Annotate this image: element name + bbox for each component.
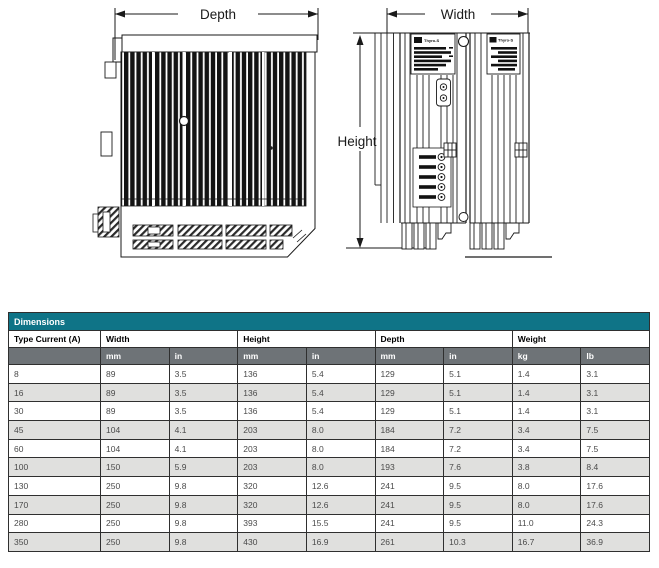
thyro-logo-icon — [414, 37, 422, 43]
value-cell: 16.7 — [512, 533, 581, 552]
pin-hole-icon — [269, 146, 273, 150]
table-row — [9, 458, 650, 477]
value-cell: 8.0 — [306, 458, 375, 477]
unit-header-mm: mm — [101, 348, 170, 365]
value-cell: 8.4 — [581, 458, 650, 477]
value-cell: 1.4 — [512, 383, 581, 402]
value-cell: 184 — [375, 421, 444, 440]
value-cell: 250 — [101, 495, 170, 514]
value-cell: 36.9 — [581, 533, 650, 552]
value-cell: 9.5 — [444, 477, 513, 496]
value-cell: 250 — [101, 477, 170, 496]
value-cell: 9.8 — [169, 477, 238, 496]
table-row — [9, 514, 650, 533]
unit-header-mm: mm — [375, 348, 444, 365]
top-mounting-hole-icon — [459, 37, 469, 47]
value-cell: 241 — [375, 477, 444, 496]
value-cell: 89 — [101, 383, 170, 402]
col-header-weight: Weight — [512, 331, 649, 348]
value-cell: 129 — [375, 365, 444, 384]
value-cell: 3.5 — [169, 402, 238, 421]
value-cell: 3.1 — [581, 365, 650, 384]
value-cell: 261 — [375, 533, 444, 552]
unit-header-blank — [9, 348, 101, 365]
table-group-header-row — [9, 331, 650, 348]
type-current-cell: 45 — [9, 421, 101, 440]
depth-label: Depth — [199, 7, 237, 22]
value-cell: 3.4 — [512, 439, 581, 458]
value-cell: 136 — [238, 402, 307, 421]
mounting-hole-icon — [180, 117, 189, 126]
value-cell: 4.1 — [169, 439, 238, 458]
side-view-drawing — [93, 7, 318, 257]
table-row — [9, 495, 650, 514]
value-cell: 104 — [101, 421, 170, 440]
table-row — [9, 402, 650, 421]
value-cell: 3.1 — [581, 383, 650, 402]
table-title-row — [9, 313, 650, 331]
value-cell: 17.6 — [581, 477, 650, 496]
value-cell: 393 — [238, 514, 307, 533]
table-title: Dimensions — [9, 313, 650, 331]
value-cell: 12.6 — [306, 477, 375, 496]
type-current-cell: 8 — [9, 365, 101, 384]
din-rail-clip-icon — [93, 207, 119, 237]
value-cell: 1.4 — [512, 402, 581, 421]
side-mounting-tabs — [101, 62, 116, 156]
value-cell: 89 — [101, 402, 170, 421]
value-cell: 8.0 — [306, 439, 375, 458]
value-cell: 5.4 — [306, 365, 375, 384]
value-cell: 250 — [101, 533, 170, 552]
type-current-cell: 280 — [9, 514, 101, 533]
col-header-type-current: Type Current (A) — [9, 331, 101, 348]
value-cell: 129 — [375, 383, 444, 402]
unit-header-in: in — [444, 348, 513, 365]
value-cell: 9.8 — [169, 495, 238, 514]
value-cell: 7.6 — [444, 458, 513, 477]
value-cell: 430 — [238, 533, 307, 552]
value-cell: 9.5 — [444, 495, 513, 514]
width-label: Width — [440, 7, 476, 22]
value-cell: 241 — [375, 514, 444, 533]
value-cell: 7.2 — [444, 421, 513, 440]
value-cell: 320 — [238, 477, 307, 496]
table-row — [9, 421, 650, 440]
col-header-depth: Depth — [375, 331, 512, 348]
value-cell: 9.8 — [169, 533, 238, 552]
value-cell: 11.0 — [512, 514, 581, 533]
table-body — [9, 365, 650, 552]
col-header-height: Height — [238, 331, 375, 348]
unit-header-lb: lb — [581, 348, 650, 365]
value-cell: 104 — [101, 439, 170, 458]
value-cell: 16.9 — [306, 533, 375, 552]
unit-header-kg: kg — [512, 348, 581, 365]
value-cell: 89 — [101, 365, 170, 384]
table-row — [9, 365, 650, 384]
nameplate-right — [487, 34, 520, 74]
value-cell: 203 — [238, 439, 307, 458]
value-cell: 15.5 — [306, 514, 375, 533]
type-current-cell: 16 — [9, 383, 101, 402]
dimensions-table — [8, 312, 650, 552]
value-cell: 150 — [101, 458, 170, 477]
table-row — [9, 383, 650, 402]
value-cell: 8.0 — [512, 477, 581, 496]
value-cell: 129 — [375, 402, 444, 421]
value-cell: 12.6 — [306, 495, 375, 514]
value-cell: 3.8 — [512, 458, 581, 477]
value-cell: 4.1 — [169, 421, 238, 440]
unit-header-in: in — [306, 348, 375, 365]
value-cell: 17.6 — [581, 495, 650, 514]
table-row — [9, 477, 650, 496]
height-label: Height — [337, 134, 377, 149]
value-cell: 241 — [375, 495, 444, 514]
front-view-drawing — [337, 7, 552, 257]
value-cell: 136 — [238, 383, 307, 402]
unit-header-in: in — [169, 348, 238, 365]
table-row — [9, 533, 650, 552]
value-cell: 3.4 — [512, 421, 581, 440]
type-current-cell: 30 — [9, 402, 101, 421]
value-cell: 5.4 — [306, 383, 375, 402]
col-header-width: Width — [101, 331, 238, 348]
value-cell: 320 — [238, 495, 307, 514]
type-current-cell: 350 — [9, 533, 101, 552]
value-cell: 203 — [238, 458, 307, 477]
value-cell: 8.0 — [512, 495, 581, 514]
value-cell: 193 — [375, 458, 444, 477]
value-cell: 5.1 — [444, 402, 513, 421]
type-current-cell: 100 — [9, 458, 101, 477]
nameplate-left — [411, 34, 455, 74]
table-row — [9, 439, 650, 458]
value-cell: 7.5 — [581, 439, 650, 458]
value-cell: 5.9 — [169, 458, 238, 477]
value-cell: 3.5 — [169, 383, 238, 402]
value-cell: 184 — [375, 439, 444, 458]
value-cell: 136 — [238, 365, 307, 384]
type-current-cell: 60 — [9, 439, 101, 458]
value-cell: 8.0 — [306, 421, 375, 440]
device-name-text: Thyro-S — [498, 37, 514, 43]
type-current-cell: 130 — [9, 477, 101, 496]
device-name-text: Thyro-S — [424, 38, 440, 43]
value-cell: 5.1 — [444, 365, 513, 384]
terminal-blocks-front — [402, 223, 519, 249]
value-cell: 250 — [101, 514, 170, 533]
heatsink-fins — [121, 52, 306, 206]
table-unit-header-row — [9, 348, 650, 365]
value-cell: 9.5 — [444, 514, 513, 533]
value-cell: 24.3 — [581, 514, 650, 533]
value-cell: 5.4 — [306, 402, 375, 421]
value-cell: 3.1 — [581, 402, 650, 421]
value-cell: 1.4 — [512, 365, 581, 384]
value-cell: 7.2 — [444, 439, 513, 458]
value-cell: 10.3 — [444, 533, 513, 552]
value-cell: 5.1 — [444, 383, 513, 402]
unit-header-mm: mm — [238, 348, 307, 365]
fastener-clip-icon — [444, 143, 527, 157]
bottom-mounting-hole-icon — [459, 213, 468, 222]
value-cell: 3.5 — [169, 365, 238, 384]
value-cell: 203 — [238, 421, 307, 440]
value-cell: 7.5 — [581, 421, 650, 440]
type-current-cell: 170 — [9, 495, 101, 514]
thyro-logo-icon — [490, 37, 497, 43]
value-cell: 9.8 — [169, 514, 238, 533]
connector-icon — [437, 79, 451, 106]
